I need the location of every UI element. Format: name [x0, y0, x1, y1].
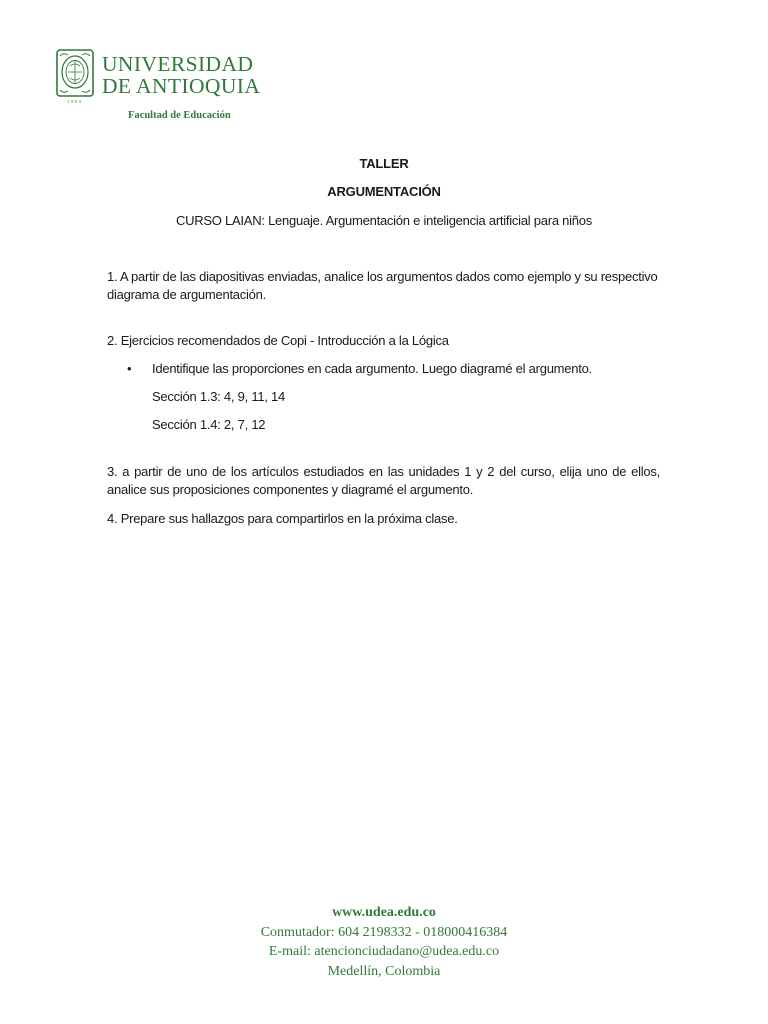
- section-1-4: Sección 1.4: 2, 7, 12: [152, 417, 266, 432]
- footer-phone: Conmutador: 604 2198332 - 018000416384: [260, 924, 508, 940]
- seal-year: 1803: [67, 99, 83, 104]
- university-name-line2: DE ANTIOQUIA: [102, 74, 261, 98]
- item-3: 3. a partir de uno de los artículos estudiados en las unidades 1 y 2 del curso, elija uno de ellos, analice sus proposiciones componentes y diagramé el argumento.: [107, 464, 660, 497]
- footer-website[interactable]: www.udea.edu.co: [332, 905, 436, 920]
- document-title: TALLER: [359, 156, 409, 171]
- university-name: [102, 53, 260, 97]
- university-name-line1: UNIVERSIDAD: [102, 52, 254, 76]
- footer-email[interactable]: E-mail: atencionciudadano@udea.edu.co: [268, 944, 500, 959]
- item-2: 2. Ejercicios recomendados de Copi - Introducción a la Lógica: [107, 333, 449, 348]
- course-line: CURSO LAIAN: Lenguaje. Argumentación e inteligencia artificial para niños: [175, 213, 593, 228]
- item-1: 1. A partir de las diapositivas enviadas, analice los argumentos dados como ejemplo y su respectivo diagrama de argumentación.: [107, 269, 658, 302]
- section-1-3: Sección 1.3: 4, 9, 11, 14: [152, 389, 285, 404]
- document-subtitle: ARGUMENTACIÓN: [327, 184, 441, 199]
- bullet-item: Identifique las proporciones en cada argumento. Luego diagramé el argumento.: [152, 361, 592, 376]
- faculty-name: Facultad de Educación: [128, 110, 231, 121]
- footer-city: Medellín, Colombia: [327, 963, 441, 979]
- university-seal-icon: [54, 46, 96, 104]
- bullet-icon: •: [127, 361, 132, 376]
- footer: [0, 903, 768, 981]
- university-header: [54, 46, 314, 126]
- item-4: 4. Prepare sus hallazgos para compartirlos en la próxima clase.: [107, 511, 458, 526]
